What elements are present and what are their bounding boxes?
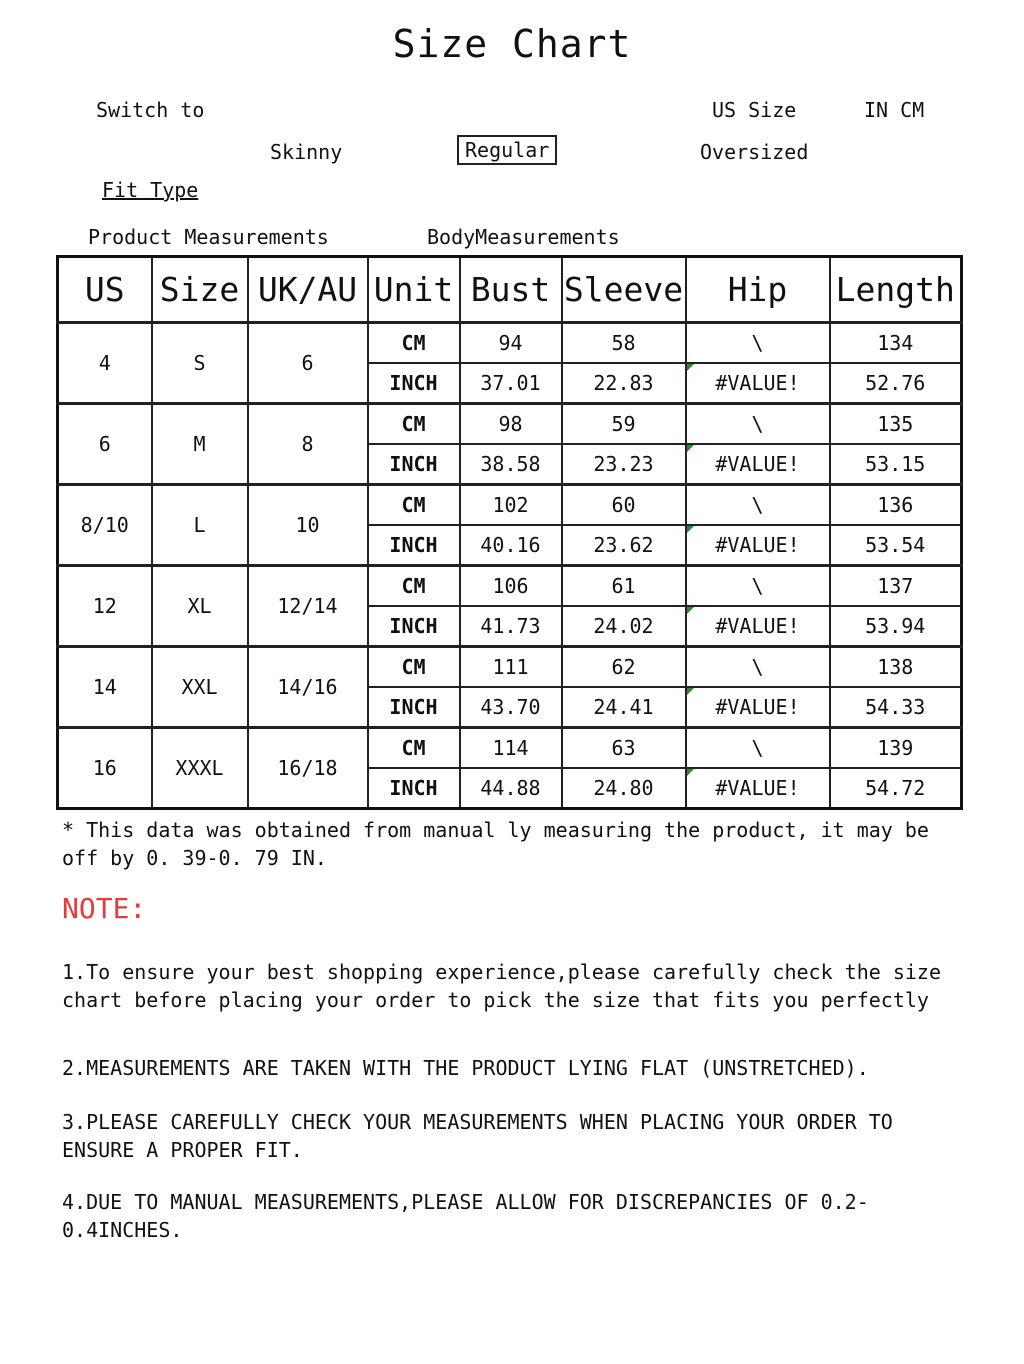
table-row: [58, 647, 962, 688]
cell-us: 12: [58, 566, 152, 647]
unit-in-cm-toggle[interactable]: IN CM: [864, 98, 925, 122]
tab-body-measurements[interactable]: BodyMeasurements: [427, 225, 620, 249]
cell-uk-au: 8: [248, 404, 368, 485]
cell-unit: CM: [368, 728, 460, 769]
measurement-footnote: * This data was obtained from manual ly measuring the product, it may be off by 0. 39-0. 79 IN.: [62, 818, 929, 870]
cell-hip: \: [686, 728, 830, 769]
cell-uk-au: 16/18: [248, 728, 368, 809]
cell-sleeve: 23.23: [562, 444, 686, 485]
cell-uk-au: 6: [248, 323, 368, 404]
cell-length: 53.15: [830, 444, 962, 485]
cell-us: 6: [58, 404, 152, 485]
cell-us: 14: [58, 647, 152, 728]
cell-length: 54.72: [830, 768, 962, 809]
cell-sleeve: 22.83: [562, 363, 686, 404]
cell-hip: #VALUE!: [686, 606, 830, 647]
cell-bust: 94: [460, 323, 562, 364]
cell-uk-au: 14/16: [248, 647, 368, 728]
table-header-row: [58, 257, 962, 323]
cell-bust: 114: [460, 728, 562, 769]
header-bust: Bust: [460, 257, 562, 323]
cell-size: XXL: [152, 647, 248, 728]
cell-hip: \: [686, 404, 830, 445]
cell-bust: 106: [460, 566, 562, 607]
cell-uk-au: 10: [248, 485, 368, 566]
cell-hip: \: [686, 485, 830, 526]
cell-sleeve: 61: [562, 566, 686, 607]
table-row: [58, 728, 962, 769]
cell-length: 53.54: [830, 525, 962, 566]
header-hip: Hip: [686, 257, 830, 323]
cell-unit: INCH: [368, 606, 460, 647]
cell-unit: CM: [368, 404, 460, 445]
cell-sleeve: 60: [562, 485, 686, 526]
cell-size: S: [152, 323, 248, 404]
cell-sleeve: 24.02: [562, 606, 686, 647]
cell-sleeve: 58: [562, 323, 686, 364]
cell-length: 137: [830, 566, 962, 607]
cell-hip: #VALUE!: [686, 363, 830, 404]
cell-length: 138: [830, 647, 962, 688]
table-row: [58, 485, 962, 526]
switch-to-label: Switch to: [96, 98, 205, 122]
cell-length: 53.94: [830, 606, 962, 647]
cell-sleeve: 63: [562, 728, 686, 769]
cell-length: 139: [830, 728, 962, 769]
cell-sleeve: 23.62: [562, 525, 686, 566]
cell-bust: 102: [460, 485, 562, 526]
header-length: Length: [830, 257, 962, 323]
header-unit: Unit: [368, 257, 460, 323]
cell-length: 52.76: [830, 363, 962, 404]
cell-unit: CM: [368, 566, 460, 607]
cell-hip: \: [686, 566, 830, 607]
cell-sleeve: 62: [562, 647, 686, 688]
cell-unit: CM: [368, 485, 460, 526]
cell-unit: CM: [368, 323, 460, 364]
note-item-2: 2.MEASUREMENTS ARE TAKEN WITH THE PRODUCT LYING FLAT (UNSTRETCHED).: [62, 1056, 869, 1080]
header-sleeve: Sleeve: [562, 257, 686, 323]
table-row: [58, 323, 962, 364]
fit-option-skinny[interactable]: Skinny: [270, 140, 343, 164]
page-title: Size Chart: [392, 22, 632, 66]
note-item-4: 4.DUE TO MANUAL MEASUREMENTS,PLEASE ALLOW FOR DISCREPANCIES OF 0.2-0.4INCHES.: [62, 1190, 869, 1242]
cell-bust: 43.70: [460, 687, 562, 728]
unit-us-size-toggle[interactable]: US Size: [712, 98, 797, 122]
cell-length: 54.33: [830, 687, 962, 728]
fit-type-link[interactable]: Fit Type: [102, 178, 199, 202]
cell-us: 8/10: [58, 485, 152, 566]
cell-unit: INCH: [368, 444, 460, 485]
cell-bust: 44.88: [460, 768, 562, 809]
header-uk-au: UK/AU: [248, 257, 368, 323]
cell-unit: INCH: [368, 363, 460, 404]
cell-hip: \: [686, 323, 830, 364]
cell-bust: 111: [460, 647, 562, 688]
cell-sleeve: 24.41: [562, 687, 686, 728]
cell-size: XXXL: [152, 728, 248, 809]
cell-length: 135: [830, 404, 962, 445]
cell-length: 136: [830, 485, 962, 526]
size-chart-table: [56, 255, 963, 810]
cell-unit: INCH: [368, 525, 460, 566]
cell-size: XL: [152, 566, 248, 647]
cell-hip: #VALUE!: [686, 525, 830, 566]
cell-bust: 38.58: [460, 444, 562, 485]
header-size: Size: [152, 257, 248, 323]
fit-option-regular[interactable]: Regular: [457, 135, 557, 165]
cell-unit: CM: [368, 647, 460, 688]
cell-hip: #VALUE!: [686, 444, 830, 485]
cell-unit: INCH: [368, 687, 460, 728]
table-row: [58, 566, 962, 607]
fit-option-oversized[interactable]: Oversized: [700, 140, 809, 164]
cell-uk-au: 12/14: [248, 566, 368, 647]
cell-bust: 37.01: [460, 363, 562, 404]
cell-sleeve: 24.80: [562, 768, 686, 809]
cell-unit: INCH: [368, 768, 460, 809]
cell-us: 4: [58, 323, 152, 404]
table-row: [58, 404, 962, 445]
header-us: US: [58, 257, 152, 323]
cell-sleeve: 59: [562, 404, 686, 445]
cell-bust: 40.16: [460, 525, 562, 566]
tab-product-measurements[interactable]: Product Measurements: [88, 225, 329, 249]
note-item-1: 1.To ensure your best shopping experience,please carefully check the size chart before placing your order to pick the size that fits you perfectly: [62, 960, 941, 1012]
cell-us: 16: [58, 728, 152, 809]
note-heading: NOTE:: [62, 892, 147, 925]
cell-bust: 41.73: [460, 606, 562, 647]
cell-hip: #VALUE!: [686, 687, 830, 728]
cell-size: M: [152, 404, 248, 485]
cell-size: L: [152, 485, 248, 566]
note-item-3: 3.PLEASE CAREFULLY CHECK YOUR MEASUREMENTS WHEN PLACING YOUR ORDER TO ENSURE A PROPER FIT.: [62, 1110, 893, 1162]
cell-length: 134: [830, 323, 962, 364]
cell-hip: #VALUE!: [686, 768, 830, 809]
cell-bust: 98: [460, 404, 562, 445]
cell-hip: \: [686, 647, 830, 688]
